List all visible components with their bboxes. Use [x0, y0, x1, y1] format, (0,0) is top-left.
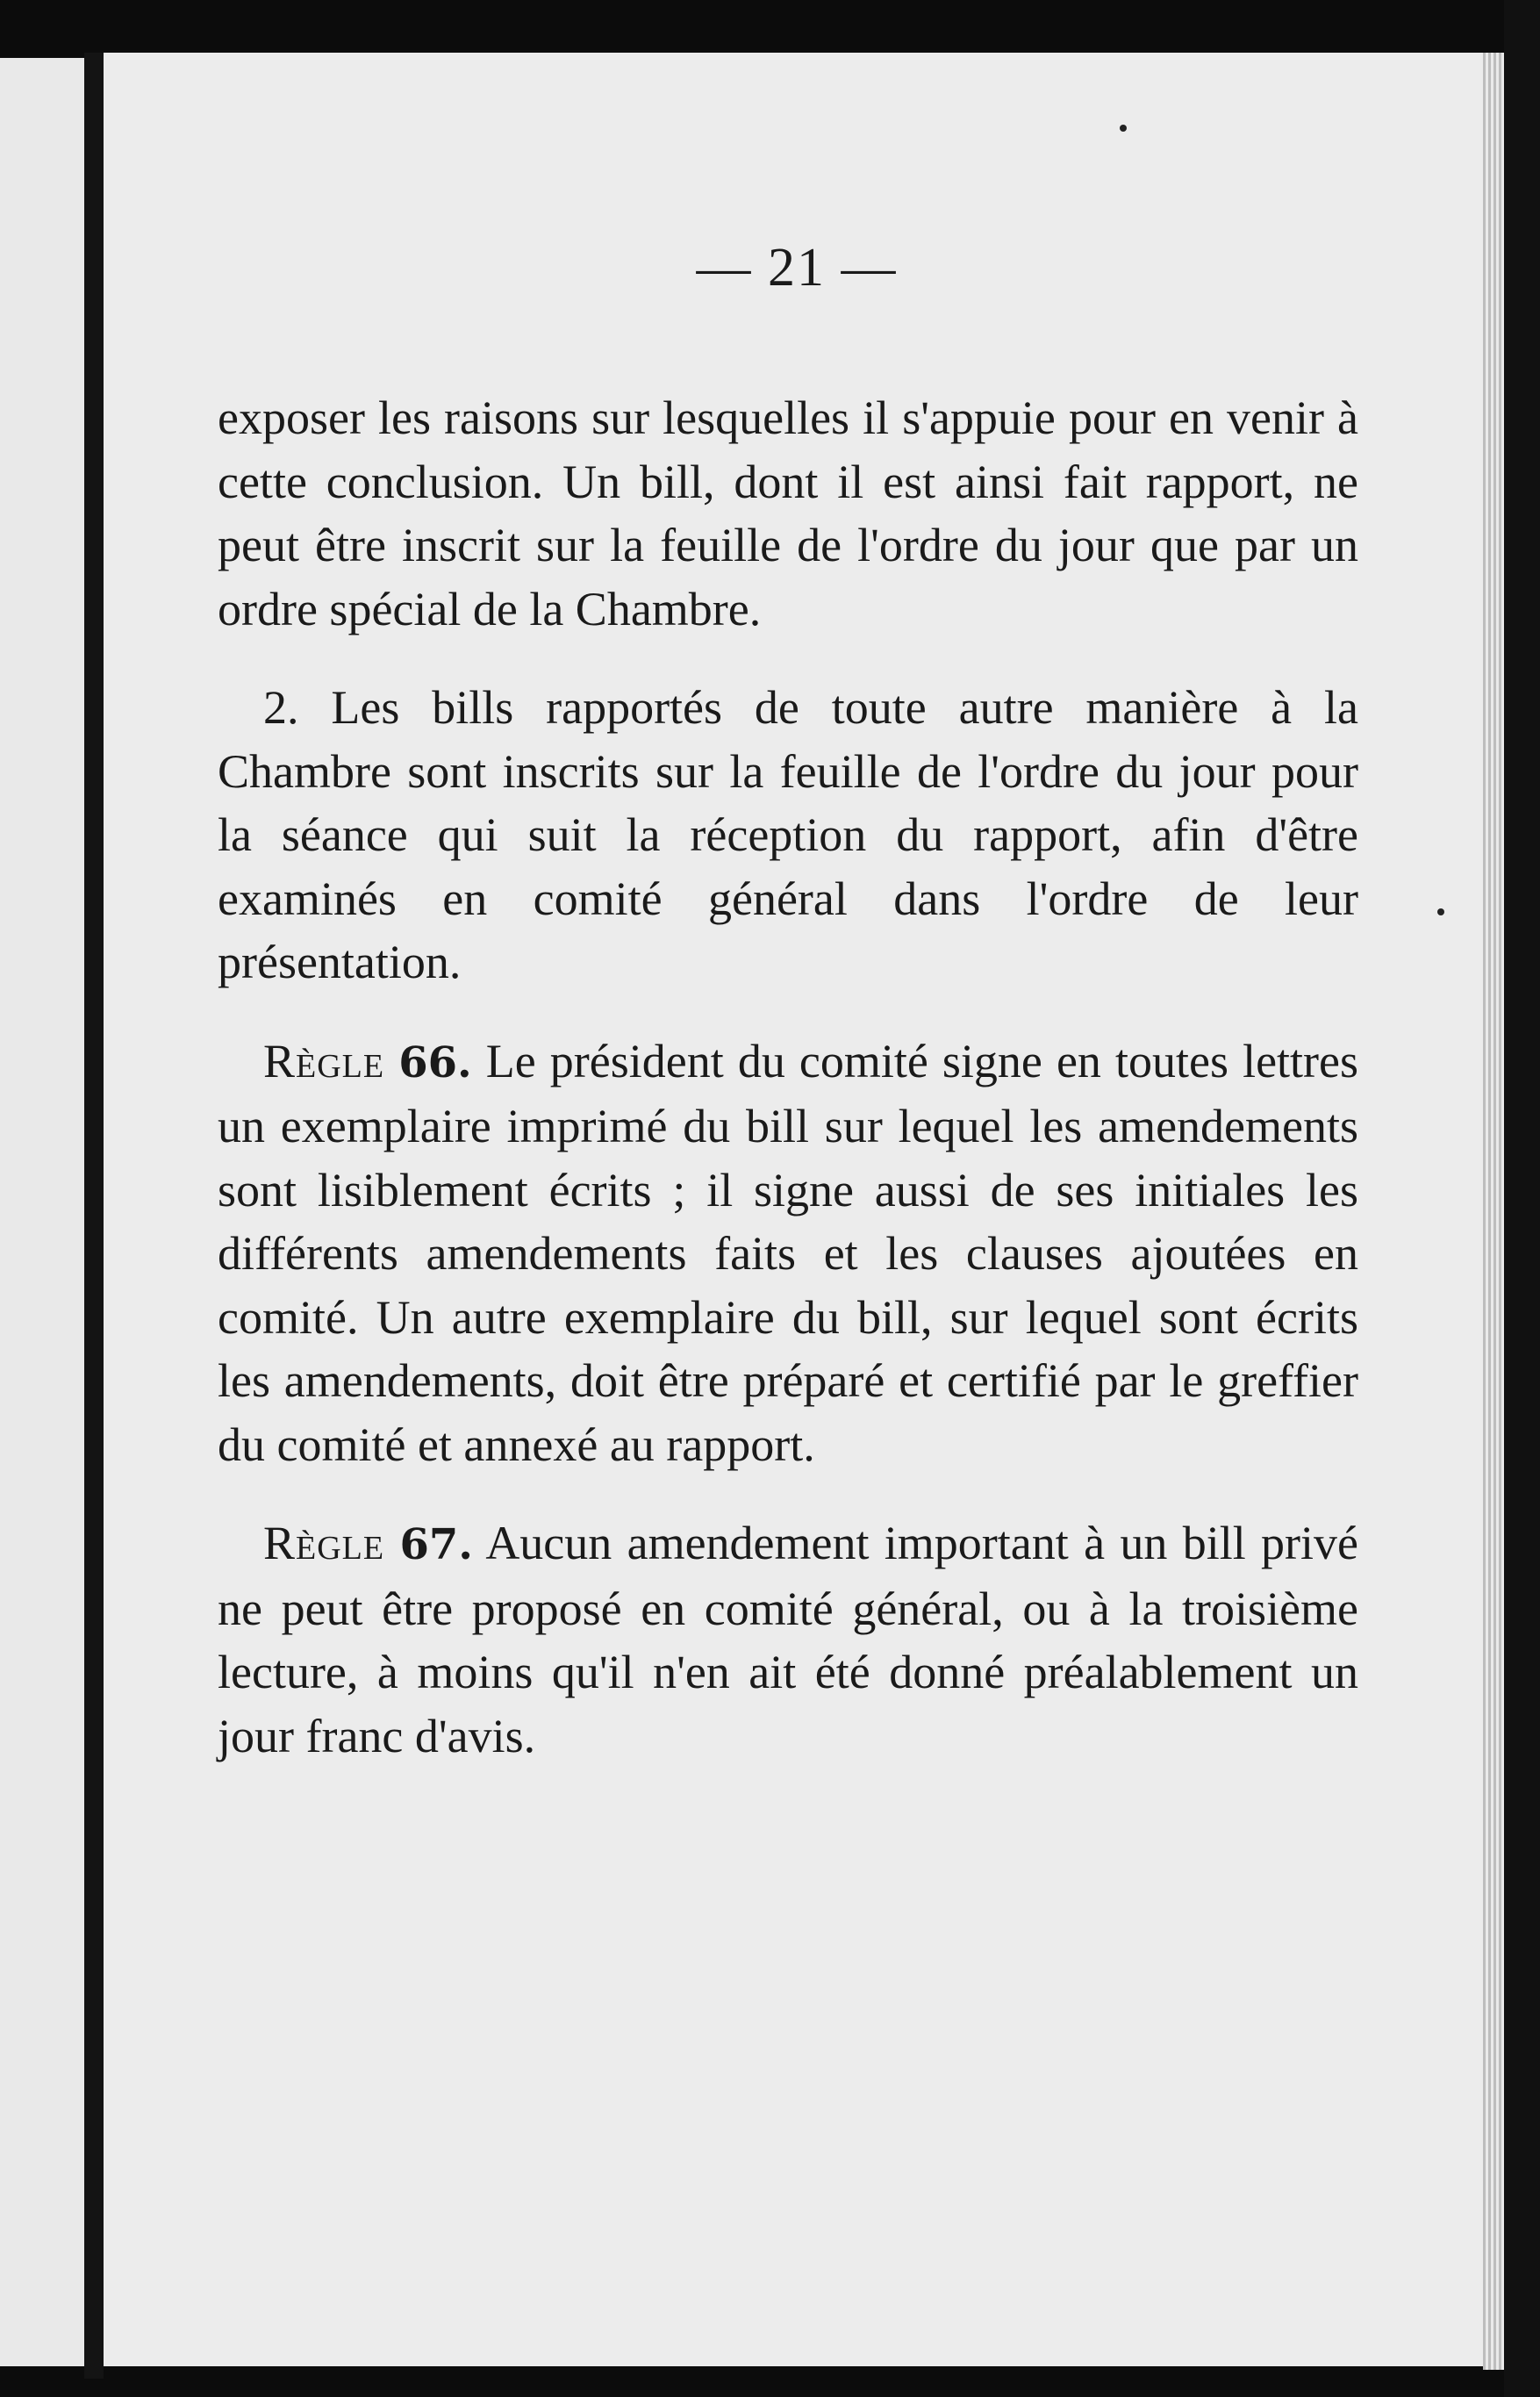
rule-label: Règle [263, 1517, 385, 1569]
page-text [218, 386, 1358, 1803]
previous-page-edge [0, 58, 84, 2366]
paragraph-rule-67 [218, 1511, 1358, 1768]
speck [1120, 125, 1127, 132]
scan-border [1504, 0, 1540, 2397]
rule-text: Aucun amendement important à un bill privé ne peut être proposé en comité général, ou à la troisième lecture, à moins qu'il n'en ait été donné préalablement un jour franc d'avis. [218, 1517, 1358, 1762]
rule-label: Règle [263, 1034, 385, 1087]
paragraph-item-2: 2. Les bills rapportés de toute autre manière à la Chambre sont inscrits sur la feuille de l'ordre du jour pour la séance qui suit la réception du rapport, afin d'être examinés en comité général dans l'ordre de leur présentation. [218, 681, 1358, 988]
page-number: — 21 — [696, 238, 898, 298]
rule-number: 67. [399, 1520, 473, 1569]
rule-text: Le président du comité signe en toutes lettres un exemplaire imprimé du bill sur lequel les amendements sont lisiblement écrits ; il signe aussi de ses initiales les différents amendements faits et les clauses ajoutées en comité. Un autre exemplaire du bill, sur lequel sont écrits les amendements, doit être préparé et certifié par le greffier du comité et annexé au rapport. [218, 1034, 1359, 1471]
paragraph-continuation: exposer les raisons sur lesquelles il s'appuie pour en venir à cette conclusion. Un bill, dont il est ainsi fait rapport, ne peut être inscrit sur la feuille de l'ordre du jour que par un ordre spécial de la Chambre. [218, 391, 1358, 635]
page-edge [1483, 53, 1504, 2370]
rule-number: 66. [398, 1037, 472, 1087]
book-page [104, 53, 1490, 2366]
paragraph-rule-66 [218, 1030, 1358, 1477]
speck [1437, 908, 1444, 915]
book-spine [84, 53, 104, 2379]
